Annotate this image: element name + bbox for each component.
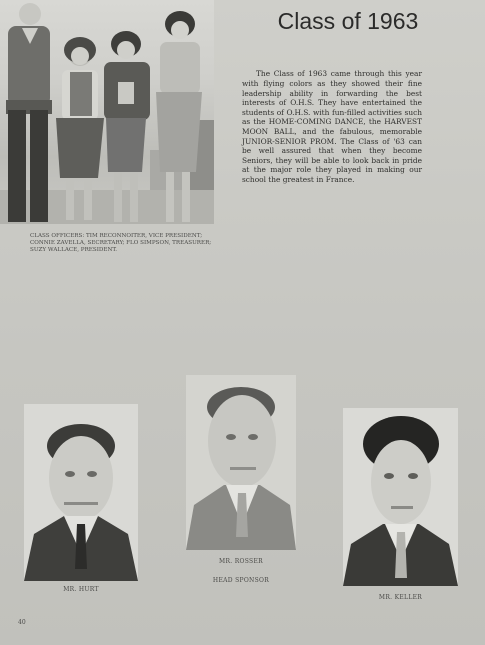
class-officers-photo bbox=[0, 0, 214, 224]
class-intro-paragraph: The Class of 1963 came through this year with flying colors as they showed their fine leadership ability in forwarding the best interests of O.H.S. They have entertained the students of O.H.S. with fun-filled activities such as the HOME-COMING DANCE, the HARVEST MOON BALL, and the fabulous, memorable JUNIOR-SENIOR PROM. The Class of '63 can be well assured that when they become Seniors, they will be able to look back in pride at the major role they played in making our school the greatest in France. bbox=[242, 69, 422, 184]
caption-mr-keller: MR. KELLER bbox=[378, 594, 423, 601]
caption-mr-hurt: MR. HURT bbox=[63, 586, 99, 593]
portrait-mr-keller-image bbox=[343, 408, 458, 586]
portrait-mr-hurt bbox=[24, 404, 138, 581]
page-title: Class of 1963 bbox=[277, 8, 419, 34]
caption-mr-rosser: MR. ROSSER bbox=[219, 558, 263, 565]
portrait-mr-keller bbox=[343, 408, 458, 586]
portrait-mr-hurt-image bbox=[24, 404, 138, 581]
portrait-mr-rosser bbox=[186, 375, 296, 550]
officers-caption: CLASS OFFICERS: TIM RECONNOITER, VICE PRESIDENT; CONNIE ZAVELLA, SECRETARY; FLO SIMPSON, TREASURER; SUZY WALLACE, PRESIDENT. bbox=[30, 233, 212, 253]
page-number: 40 bbox=[18, 619, 26, 626]
class-officers-illustration bbox=[0, 0, 214, 224]
portrait-mr-rosser-image bbox=[186, 375, 296, 550]
caption-head-sponsor: HEAD SPONSOR bbox=[212, 577, 270, 584]
